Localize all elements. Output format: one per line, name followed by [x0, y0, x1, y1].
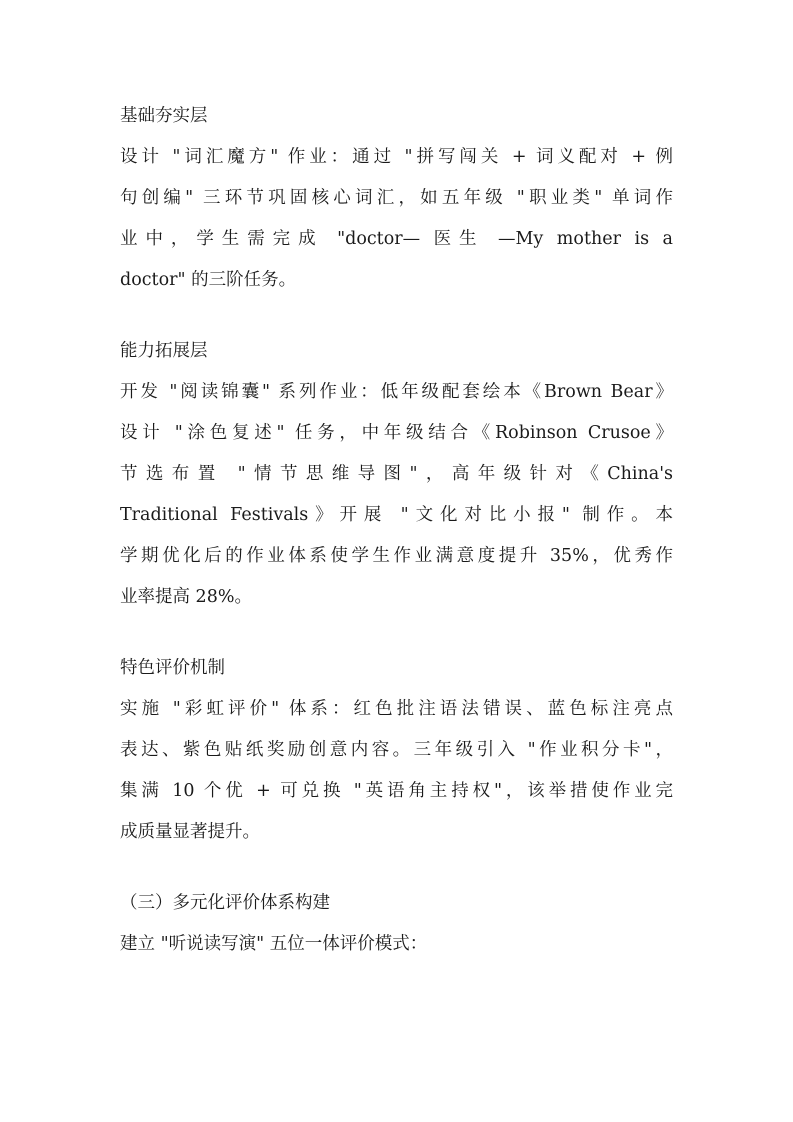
- paragraph-line: doctor" 的三阶任务。: [120, 270, 297, 290]
- document-body: [120, 96, 673, 965]
- section-evaluation-mechanism: [120, 648, 673, 853]
- paragraph-line: 开发 "阅读锦囊" 系列作业：低年级配套绘本《Brown Bear》: [120, 382, 673, 402]
- paragraph-line: 表达、紫色贴纸奖励创意内容。三年级引入 "作业积分卡"，: [120, 740, 673, 760]
- section-foundation: [120, 96, 673, 301]
- paragraph-line: 成质量显著提升。: [120, 822, 260, 842]
- paragraph-line: 集满 10 个优 + 可兑换 "英语角主持权"，该举措使作业完: [120, 781, 673, 801]
- section-heading: 特色评价机制: [120, 658, 225, 678]
- paragraph-line: 句创编" 三环节巩固核心词汇，如五年级 "职业类" 单词作: [120, 188, 673, 208]
- section-diversified-evaluation: [120, 883, 673, 965]
- paragraph-line: 建立 "听说读写演" 五位一体评价模式：: [120, 934, 428, 954]
- paragraph-line: 实施 "彩虹评价" 体系：红色批注语法错误、蓝色标注亮点: [120, 699, 673, 719]
- section-gap: [120, 853, 673, 883]
- paragraph-line: 节选布置 "情节思维导图"，高年级针对《China's: [120, 464, 673, 484]
- section-extension: [120, 331, 673, 618]
- paragraph-line: 学期优化后的作业体系使学生作业满意度提升 35%，优秀作: [120, 546, 673, 566]
- paragraph-line: 设计 "词汇魔方" 作业：通过 "拼写闯关 + 词义配对 + 例: [120, 147, 673, 167]
- paragraph-line: 业中，学生需完成 "doctor— 医生 —My mother is a: [120, 229, 673, 249]
- paragraph-line: 设计 "涂色复述" 任务，中年级结合《Robinson Crusoe》: [120, 423, 673, 443]
- paragraph-line: Traditional Festivals》开展 "文化对比小报" 制作。本: [120, 505, 673, 525]
- section-gap: [120, 301, 673, 331]
- section-heading: 能力拓展层: [120, 341, 208, 361]
- paragraph-line: 业率提高 28%。: [120, 587, 252, 607]
- section-gap: [120, 618, 673, 648]
- section-heading: 基础夯实层: [120, 106, 208, 126]
- section-heading: （三）多元化评价体系构建: [120, 893, 330, 913]
